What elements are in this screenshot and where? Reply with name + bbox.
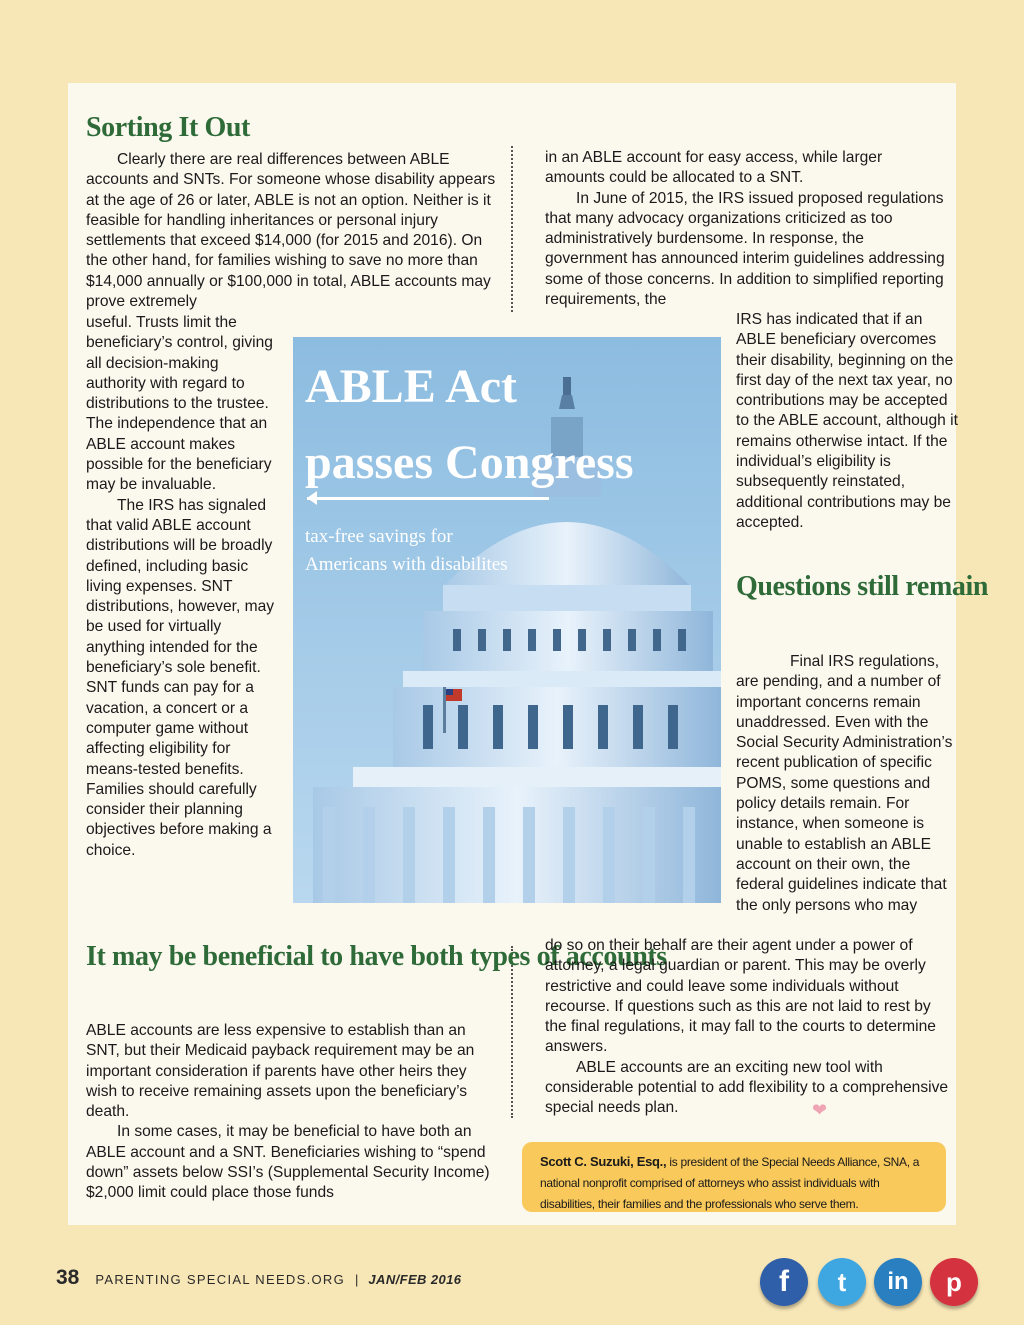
twitter-icon[interactable]: t	[818, 1258, 866, 1306]
both-column	[86, 1021, 501, 1204]
author-bio-text: is president of the Special Needs Alliance, SNA, a national nonprofit comprised of attorneys who assist individuals with disabilities, their families and the professionals who serve them.	[540, 1155, 920, 1211]
paragraph-overcomes: IRS has indicated that if an ABLE beneficiary overcomes their disability, beginning on the first day of the next tax year, no contributions may be accepted to the ABLE account, although it remains otherwise intact. If the individual’s eligibility is subsequently reinstated, additional contributions may be accepted.	[736, 311, 958, 531]
author-name: Scott C. Suzuki, Esq.,	[540, 1154, 667, 1169]
photo-subtitle: tax-free savings for Americans with disabilites	[305, 526, 508, 575]
paragraph-june-2015: In June of 2015, the IRS issued proposed regulations that many advocacy organizations criticized as too administratively burdensome. In response, the government has announced interim guidelines addressing some of those concerns. In addition to simplified reporting requirements, the	[545, 189, 945, 309]
paragraph-irs-signaled: The IRS has signaled that valid ABLE account distributions will be broadly defined, including basic living expenses. SNT distributions, however, may be used for virtually anything intended for the beneficiary’s sole benefit. SNT funds can pay for a vacation, a concert or a computer game without affecting eligibility for means-tested benefits. Families should carefully consider their planning objectives before making a choice.	[86, 496, 275, 859]
author-bio-box	[522, 1142, 946, 1212]
right-column-bottom	[545, 936, 955, 1119]
paragraph-less-expensive: ABLE accounts are less expensive to establish than an SNT, but their Medicaid payback requirement may be an important consideration if parents have other heirs they wish to receive remaining assets upon the beneficiary’s death.	[86, 1022, 475, 1121]
pinterest-icon[interactable]: p	[930, 1258, 978, 1306]
paragraph-final-regulations: Final IRS regulations, are pending, and a number of important concerns remain unaddressed. Even with the Social Security Administration’s recent publication of specific POMS, some questions and policy details remain. For instance, when someone is unable to establish an ABLE account on their own, the federal guidelines indicate that the only persons who may	[736, 653, 953, 914]
photo-title-line2: passes Congress	[305, 436, 634, 489]
paragraph-trusts: useful. Trusts limit the beneficiary’s control, giving all decision-making authority with regard to distributions to the trustee. The independence that an ABLE account makes possible for the beneficiary may be invaluable.	[86, 314, 273, 494]
issue-date: JAN/FEB 2016	[368, 1272, 462, 1287]
capitol-photo	[293, 337, 721, 903]
paragraph-some-cases: In some cases, it may be beneficial to have both an ABLE account and a SNT. Beneficiaries wishing to “spend down” assets below SSI’s (Supplemental Security Income) $2,000 limit could place those funds	[86, 1123, 490, 1202]
photo-title-line1: ABLE Act	[305, 360, 518, 413]
paragraph-power-of-attorney: do so on their behalf are their agent under a power of attorney, a legal guardian or parent. This may be overly restrictive and could leave some individuals without recourse. If questions such as this are not laid to rest by the final regulations, it may fall to the courts to determine answers.	[545, 937, 936, 1056]
right-column-narrow	[736, 310, 958, 533]
facebook-icon[interactable]: f	[760, 1258, 808, 1306]
right-column-questions	[736, 652, 958, 916]
left-column-top	[86, 150, 501, 312]
publication-name: PARENTING SPECIAL NEEDS.ORG	[95, 1272, 346, 1287]
right-column-top	[545, 148, 945, 310]
paragraph-differences: Clearly there are real differences between ABLE accounts and SNTs. For someone whose disability appears at the age of 26 or later, ABLE is not an option. Neither is it feasible for handling inheritances or personal injury settlements that exceed $14,000 (for 2015 and 2016). On the other hand, for families wishing to save no more than $14,000 annually or $100,000 in total, ABLE accounts may prove extremely	[86, 151, 496, 311]
heading-both-types: It may be beneficial to have both types of accounts	[86, 941, 667, 972]
heart-icon: ❤	[812, 1100, 828, 1120]
capitol-illustration	[293, 337, 721, 903]
linkedin-icon[interactable]: in	[874, 1258, 922, 1306]
page-footer	[56, 1266, 461, 1292]
footer-separator: |	[355, 1272, 359, 1287]
paragraph-exciting-tool: ABLE accounts are an exciting new tool with considerable potential to add flexibility to a comprehensive special needs plan.	[545, 1058, 949, 1117]
column-divider-top	[511, 146, 513, 312]
paragraph-easy-access: in an ABLE account for easy access, while larger amounts could be allocated to a SNT.	[545, 149, 883, 187]
left-column-narrow	[86, 313, 281, 861]
heading-sorting-it-out: Sorting It Out	[86, 112, 250, 143]
page-number: 38	[56, 1266, 80, 1289]
heading-questions-remain: Questions still remain	[736, 571, 989, 602]
